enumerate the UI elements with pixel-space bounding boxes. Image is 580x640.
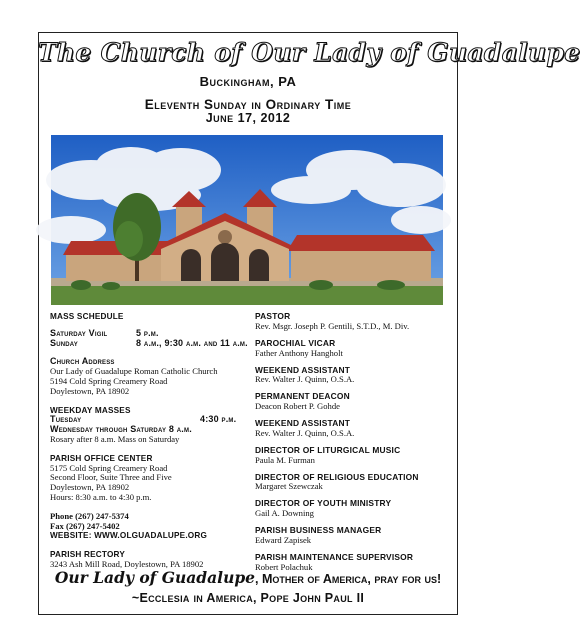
fax-number: Fax (267) 247-5402: [50, 520, 120, 531]
address-line: 5194 Cold Spring Creamery Road: [50, 375, 168, 386]
mass-schedule-heading: MASS SCHEDULE: [50, 312, 124, 321]
motto-rest: , Mother of America, pray for us!: [255, 572, 442, 586]
staff-entry: [255, 526, 450, 546]
staff-name: Father Anthony Hangholt: [255, 347, 343, 358]
staff-entry: [255, 392, 450, 412]
mass-row: [50, 339, 250, 349]
staff-name: Rev. Msgr. Joseph P. Gentili, S.T.D., M. Div.: [255, 320, 410, 331]
staff-name: Edward Zapisek: [255, 535, 312, 546]
weekday-row: Wednesday through Saturday 8 a.m.: [50, 424, 192, 435]
staff-role: DIRECTOR OF RELIGIOUS EDUCATION: [255, 471, 419, 482]
office-line: Doylestown, PA 18902: [50, 482, 130, 493]
staff-entry: [255, 473, 450, 493]
staff-role: PASTOR: [255, 311, 291, 321]
liturgical-day: Eleventh Sunday in Ordinary Time: [144, 97, 352, 112]
bulletin-date: June 17, 2012: [205, 111, 291, 125]
church-address-heading: Church Address: [50, 356, 115, 367]
staff-entry: [255, 499, 450, 519]
mass-day: Saturday Vigil: [50, 327, 108, 338]
staff-name: Margaret Szewczak: [255, 481, 323, 492]
phone-number: Phone (267) 247-5374: [50, 510, 129, 521]
staff-role: PARISH MAINTENANCE SUPERVISOR: [255, 552, 414, 563]
staff-entry: [255, 366, 450, 386]
address-line: Our Lady of Guadalupe Roman Catholic Church: [50, 366, 218, 377]
mass-time: 5 p.m.: [136, 327, 159, 338]
papal-quote: ~Ecclesia in America, Pope John Paul II: [131, 591, 365, 605]
church-photo: [51, 135, 443, 305]
staff-name: Gail A. Downing: [255, 508, 314, 519]
staff-role: DIRECTOR OF LITURGICAL MUSIC: [255, 444, 401, 455]
staff-role: WEEKEND ASSISTANT: [255, 364, 351, 375]
address-line: Doylestown, PA 18902: [50, 385, 130, 396]
staff-name: Paula M. Furman: [255, 454, 315, 465]
office-heading: PARISH OFFICE CENTER: [50, 453, 153, 463]
motto-line: [38, 568, 458, 588]
staff-role: PARISH BUSINESS MANAGER: [255, 525, 382, 536]
church-illustration: [51, 135, 443, 305]
staff-entry: [255, 419, 450, 439]
motto-script: Our Lady of Guadalupe: [54, 568, 256, 587]
staff-name: Robert Polachuk: [255, 561, 313, 572]
weekday-time: 4:30 p.m.: [200, 414, 237, 425]
mass-time: 8 a.m., 9:30 a.m. and 11 a.m.: [136, 337, 248, 348]
staff-role: DIRECTOR OF YOUTH MINISTRY: [255, 498, 392, 509]
staff-name: Rev. Walter J. Quinn, O.S.A.: [255, 427, 355, 438]
weekday-day: Tuesday: [50, 414, 82, 425]
rectory-heading: PARISH RECTORY: [50, 550, 125, 560]
website-link[interactable]: WEBSITE: WWW.OLGUADALUPE.ORG: [50, 531, 208, 541]
left-column: [50, 312, 250, 570]
rosary-note: Rosary after 8 a.m. Mass on Saturday: [50, 433, 180, 444]
staff-role: PAROCHIAL VICAR: [255, 337, 336, 348]
staff-entry: [255, 312, 450, 332]
office-line: Second Floor, Suite Three and Five: [50, 472, 172, 483]
staff-name: Deacon Robert P. Gohde: [255, 401, 340, 412]
staff-role: PERMANENT DEACON: [255, 391, 350, 402]
staff-entry: [255, 446, 450, 466]
office-line: 5175 Cold Spring Creamery Road: [50, 462, 168, 473]
staff-role: WEEKEND ASSISTANT: [255, 418, 351, 429]
city-subtitle: Buckingham, PA: [199, 74, 297, 89]
weekday-masses-heading: WEEKDAY MASSES: [50, 405, 131, 415]
rectory-address: 3243 Ash Mill Road, Doylestown, PA 18902: [50, 558, 204, 569]
right-column: [255, 312, 450, 580]
staff-entry: [255, 339, 450, 359]
mass-day: Sunday: [50, 337, 78, 348]
office-line: Hours: 8:30 a.m. to 4:30 p.m.: [50, 491, 152, 502]
church-title: The Church of Our Lady of Guadalupe: [38, 38, 580, 67]
staff-name: Rev. Walter J. Quinn, O.S.A.: [255, 374, 355, 385]
